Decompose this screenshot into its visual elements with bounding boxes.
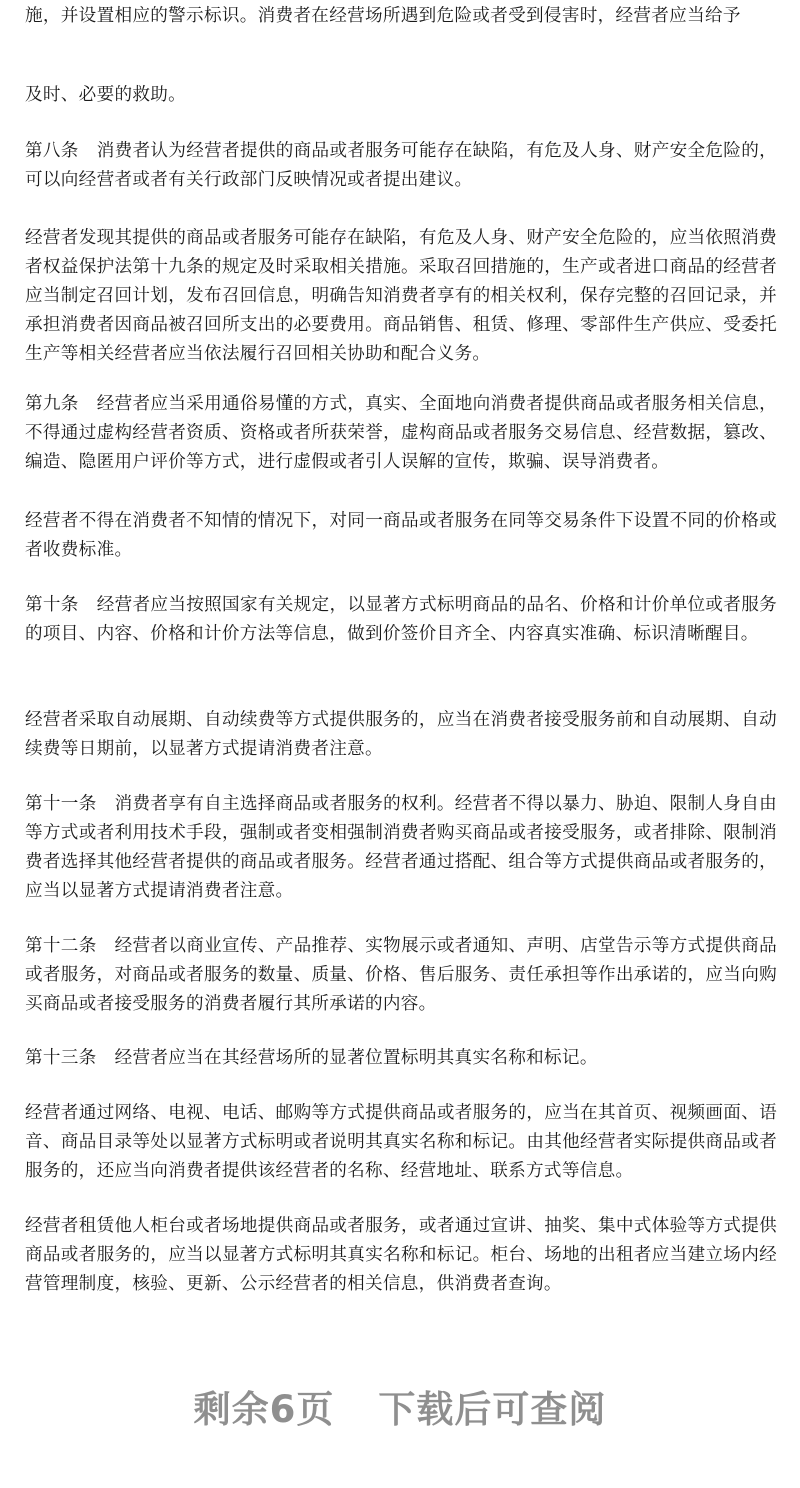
article-11 (25, 790, 777, 906)
article-13-paragraph-3: 经营者租赁他人柜台或者场地提供商品或者服务，或者通过宣讲、抽奖、集中式体验等方式提供商品或者服务的，应当以显著方式标明其真实名称和标记。柜台、场地的出租者应当建立场内经营管理制度，核验、更新、公示经营者的相关信息，供消费者查询。 (25, 1216, 777, 1294)
article-13 (25, 1044, 598, 1073)
article-9-text: 经营者应当采用通俗易懂的方式，真实、全面地向消费者提供商品或者服务相关信息，不得通过虚构经营者资质、资格或者所获荣誉，虚构商品或者服务交易信息、经营数据，篡改、编造、隐匿用户评价等方式，进行虚假或者引人误解的宣传，欺骗、误导消费者。 (25, 394, 778, 472)
article-13-paragraph-2: 经营者通过网络、电视、电话、邮购等方式提供商品或者服务的，应当在其首页、视频画面、语音、商品目录等处以显著方式标明或者说明其真实名称和标记。由其他经营者实际提供商品或者服务的，还应当向消费者提供该经营者的名称、经营地址、联系方式等信息。 (25, 1103, 777, 1181)
article-8 (25, 137, 777, 195)
article-11-text: 消费者享有自主选择商品或者服务的权利。经营者不得以暴力、胁迫、限制人身自由等方式或者利用技术手段，强制或者变相强制消费者购买商品或者接受服务，或者排除、限制消费者选择其他经营者提供的商品或者服务。经营者通过搭配、组合等方式提供商品或者服务的，应当以显著方式提请消费者注意。 (25, 794, 778, 901)
article-9-number: 第九条 (25, 394, 79, 414)
remaining-pages-label: 剩余6页 (193, 1388, 335, 1431)
article-10-number: 第十条 (25, 595, 79, 615)
article-8-text: 消费者认为经营者提供的商品或者服务可能存在缺陷，有危及人身、财产安全危险的，可以向经营者或者有关行政部门反映情况或者提出建议。 (25, 141, 778, 190)
download-to-view-label: 下载后可查阅 (378, 1388, 607, 1431)
article-9-paragraph-2: 经营者不得在消费者不知情的情况下，对同一商品或者服务在同等交易条件下设置不同的价格或者收费标准。 (25, 511, 777, 560)
article-12 (25, 932, 777, 1019)
article-12-text: 经营者以商业宣传、产品推荐、实物展示或者通知、声明、店堂告示等方式提供商品或者服务，对商品或者服务的数量、质量、价格、售后服务、责任承担等作出承诺的，应当向购买商品或者接受服务的消费者履行其所承诺的内容。 (25, 936, 778, 1014)
article-8-number: 第八条 (25, 141, 79, 161)
article-13-number: 第十三条 (25, 1048, 97, 1068)
article-12-number: 第十二条 (25, 936, 97, 956)
article-13-text: 经营者应当在其经营场所的显著位置标明其真实名称和标记。 (114, 1048, 598, 1068)
article-10 (25, 591, 777, 649)
paragraph-intro-end: 及时、必要的救助。 (25, 85, 187, 105)
article-8-paragraph-2: 经营者发现其提供的商品或者服务可能存在缺陷，有危及人身、财产安全危险的，应当依照消费者权益保护法第十九条的规定及时采取相关措施。采取召回措施的，生产或者进口商品的经营者应当制定召回计划，发布召回信息，明确告知消费者享有的相关权利，保存完整的召回记录，并承担消费者因商品被召回所支出的必要费用。商品销售、租赁、修理、零部件生产供应、受委托生产等相关经营者应当依法履行召回相关协助和配合义务。 (25, 228, 777, 364)
article-10-text: 经营者应当按照国家有关规定，以显著方式标明商品的品名、价格和计价单位或者服务的项目、内容、价格和计价方法等信息，做到价签价目齐全、内容真实准确、标识清晰醒目。 (25, 595, 778, 644)
paragraph-intro-continued: 施，并设置相应的警示标识。消费者在经营场所遇到危险或者受到侵害时，经营者应当给予 (25, 6, 741, 26)
article-10-paragraph-2: 经营者采取自动展期、自动续费等方式提供服务的，应当在消费者接受服务前和自动展期、自动续费等日期前，以显著方式提请消费者注意。 (25, 710, 777, 759)
download-prompt-banner[interactable] (0, 1380, 800, 1440)
article-11-number: 第十一条 (25, 794, 97, 814)
article-9 (25, 390, 777, 477)
